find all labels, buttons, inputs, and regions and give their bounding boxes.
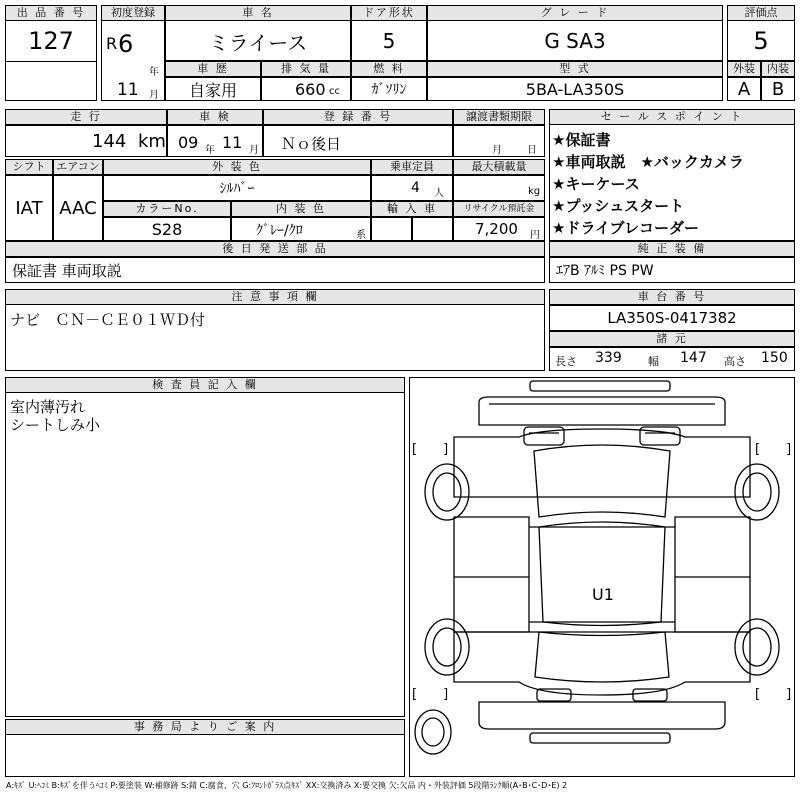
insp-year-unit: 年 [205, 145, 215, 156]
insp-month-unit: 月 [249, 145, 259, 156]
insp-month: 11 [222, 133, 243, 152]
shift-value: IAT [5, 175, 53, 241]
import-cell-a [371, 217, 412, 241]
bracket-right-top: [ ] [755, 442, 792, 457]
sales-point-line: ★ドライブレコーダー [552, 219, 699, 237]
reg-no-value: Ｎｏ後日 [281, 135, 342, 153]
capacity-label: 乗車定員 [371, 159, 453, 175]
int-color-value: ｸﾞﾚｰ/ｸﾛ [256, 223, 303, 239]
chassis-value: LA350S-0417382 [549, 305, 795, 331]
exterior-score: A [727, 77, 761, 101]
color-no-value: S28 [103, 217, 231, 241]
capacity-unit: 人 [434, 188, 444, 199]
office-label: 事 務 局 よ り ご 案 内 [5, 719, 405, 735]
genuine-label: 純 正 装 備 [549, 241, 795, 257]
ext-color-value: ｼﾙﾊﾞｰ [103, 175, 371, 201]
height-value: 150 [761, 350, 788, 366]
inspection-label: 車 検 [167, 109, 263, 125]
chassis-label: 車 台 番 号 [549, 289, 795, 305]
exterior-label: 外装 [727, 61, 761, 77]
width-value: 147 [680, 350, 707, 366]
mileage-value: 144 [92, 131, 127, 152]
notes-label: 注 意 事 項 欄 [5, 289, 545, 305]
load-unit: kg [528, 186, 541, 197]
grade-value: G SA3 [544, 29, 606, 53]
lot-number: 127 [28, 27, 74, 55]
inspector-line: 室内薄汚れ [10, 398, 86, 416]
lot-label: 出 品 番 号 [5, 5, 97, 21]
ac-value: AAC [53, 175, 103, 241]
length-label: 長さ [555, 355, 577, 368]
ac-label: エアコン [53, 159, 103, 175]
ext-color-label: 外 装 色 [103, 159, 371, 175]
shift-label: シフト [5, 159, 53, 175]
fuel-value: ｶﾞｿﾘﾝ [351, 77, 427, 101]
sales-point-line: ★プッシュスタート [552, 197, 685, 215]
import-cell-b [412, 217, 453, 241]
sales-points-label: セ ー ル ス ポ イ ン ト [549, 109, 795, 125]
score-value: 5 [753, 27, 769, 55]
int-color-unit: 系 [356, 230, 366, 241]
model-label: 型 式 [427, 61, 723, 77]
load-label: 最大積載量 [453, 159, 545, 175]
inspector-label: 検 査 員 記 入 欄 [5, 377, 405, 393]
history-label: 車 歴 [165, 61, 261, 77]
model-value: 5BA-LA350S [427, 77, 723, 101]
capacity-value: 4 [411, 180, 420, 196]
genuine-value: ｴｱB ｱﾙﾐ PS PW [549, 257, 795, 283]
doc-month-unit: 月 [492, 145, 502, 156]
dimensions-label: 諸 元 [549, 331, 795, 347]
reg-no-label: 登 録 番 号 [263, 109, 453, 125]
door-label: ドア形状 [351, 5, 427, 21]
color-no-label: カラーNo. [103, 201, 231, 217]
fuel-label: 燃 料 [351, 61, 427, 77]
recycle-label: リサイクル預託金 [453, 201, 545, 217]
notes-value: ナビ ＣＮ－ＣＥ０１ＷＤ付 [10, 311, 206, 329]
score-label: 評価点 [727, 5, 795, 21]
era-letter: R [106, 34, 118, 53]
month-unit: 月 [149, 90, 159, 101]
legend: A:ｷｽﾞ U:ﾍｺﾐ B:ｷｽﾞを伴うﾍｺﾐ P:要塗装 W:補修跡 S:錆 C:腐食、穴 G:ﾌﾛﾝﾄｶﾞﾗｽ点ｷｽﾞ XX:交換済み X:要交換 欠:欠品 内・外装評価 5段階ﾗﾝｸ順(A･B･C･D･E) 2 [6, 781, 568, 790]
height-label: 高さ [724, 355, 746, 368]
car-diagram [409, 377, 795, 777]
mileage-label: 走 行 [5, 109, 167, 125]
sales-point-line: ★キーケース [552, 175, 640, 193]
inspector-line: シートしみ小 [10, 416, 101, 434]
insp-year: 09 [178, 133, 199, 152]
grade-label: グ レ ー ド [427, 5, 723, 21]
car-name: ミライース [208, 30, 308, 55]
int-color-label: 内 装 色 [231, 201, 371, 217]
bracket-left-bottom: [ ] [412, 687, 449, 702]
doc-day-unit: 日 [527, 145, 537, 156]
lot-lower [5, 61, 97, 101]
import-label: 輸 入 車 [371, 201, 453, 217]
interior-score: B [761, 77, 795, 101]
damage-mark: U1 [592, 585, 614, 604]
bracket-right-bottom: [ ] [755, 687, 792, 702]
recycle-value: 7,200 [475, 220, 518, 238]
history-value: 自家用 [165, 77, 261, 101]
bracket-left-top: [ ] [412, 442, 449, 457]
displacement-unit: cc [329, 86, 340, 97]
sales-point-line: ★保証書 [552, 131, 611, 149]
doc-deadline-label: 譲渡書類期限 [453, 109, 545, 125]
sales-point-line: ★車両取説 ★バックカメラ [552, 153, 744, 171]
first-reg-label: 初度登録 [101, 5, 165, 21]
year-unit: 年 [149, 67, 159, 78]
width-label: 幅 [648, 355, 659, 368]
mileage-unit: km [138, 131, 166, 152]
later-parts-value: 保証書 車両取説 [5, 257, 545, 283]
displacement-label: 排 気 量 [261, 61, 351, 77]
displacement-value: 660 [295, 80, 326, 99]
length-value: 339 [595, 350, 622, 366]
first-reg-month: 11 [117, 80, 139, 100]
later-parts-label: 後 日 発 送 部 品 [5, 241, 545, 257]
dimensions-cell [549, 347, 795, 371]
interior-label: 内装 [761, 61, 795, 77]
first-reg-year: 6 [118, 30, 134, 58]
door-value: 5 [382, 29, 396, 53]
car-name-label: 車 名 [165, 5, 351, 21]
recycle-unit: 円 [530, 230, 540, 241]
